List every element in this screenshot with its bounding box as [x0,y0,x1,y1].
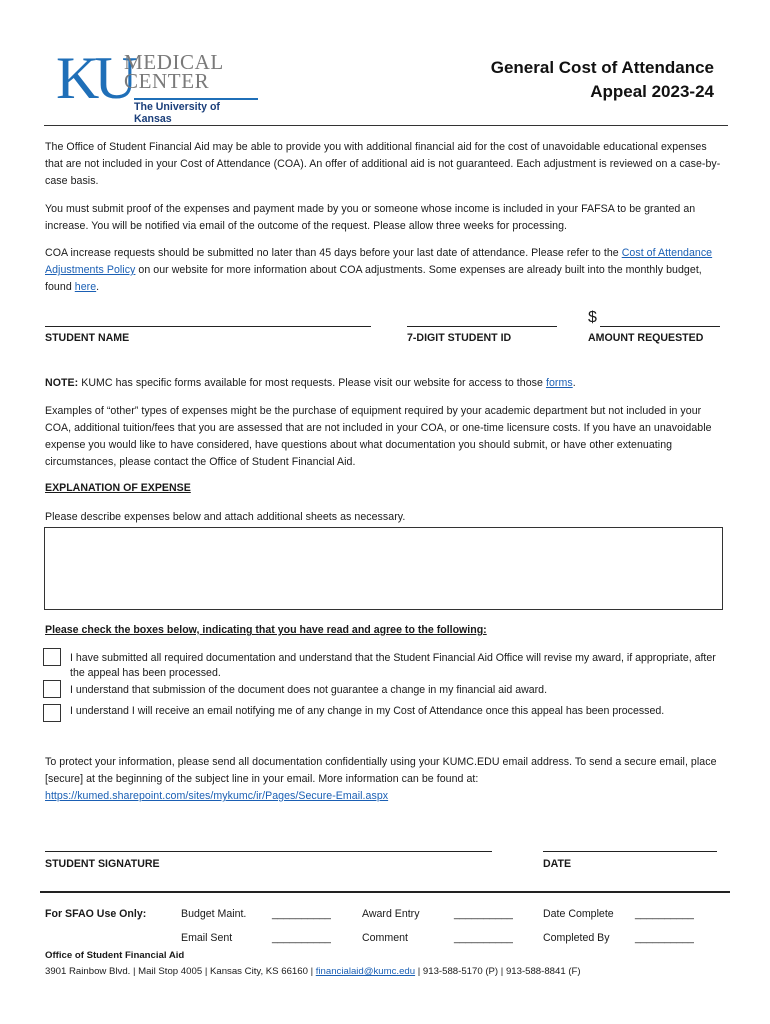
p3-text-a: COA increase requests should be submitted no later than 45 days before your last date of attendance. Please refer to the [45,247,622,259]
sfao-divider [40,891,730,893]
forms-link[interactable]: forms [545,377,573,389]
ku-logo-letters: KU [56,45,133,111]
secure-text: To protect your information, please send all documentation confidentially using your KUMC.EDU email address. To send a secure email, place [secure] at the beginning of the subject line in your email. More information can be found at: [45,756,717,785]
date-line[interactable] [543,851,717,852]
agreement-checkbox-3[interactable] [43,704,61,722]
footer-address [45,966,581,977]
explanation-textarea[interactable] [44,527,723,610]
intro-paragraph-1: The Office of Student Financial Aid may be able to provide you with additional financial aid for the cost of unavoidable educational expenses that are not included in your Cost of Attendance (COA). An offer of additional aid is not guaranteed. Each adjustment is reviewed on a case-by-case basis. [45,141,721,187]
sfao-date-complete-blank[interactable]: __________ [635,908,694,920]
checks-heading: Please check the boxes below, indicating that you have read and agree to the following: [45,624,487,636]
examples-paragraph: Examples of “other” types of expenses might be the purchase of equipment required by your academic department but not included in your COA, additional tuition/fees that you are assessed that are not included in your COA, or one-time licensure costs. If you have an unavoidable expense you would like to have considered, have questions about what documentation you should submit, or have other extenuating circumstances, please contact the Office of Student Financial Aid. [45,405,712,468]
sfao-completed-by-blank[interactable]: __________ [635,932,694,944]
secure-email-paragraph [45,754,727,805]
logo-medical-center [124,50,224,93]
logo-university: The University of Kansas [134,98,258,125]
sfao-award-blank[interactable]: __________ [454,908,513,920]
sfao-completed-by: Completed By [543,932,610,944]
explanation-instructions: Please describe expenses below and attach additional sheets as necessary. [45,511,406,523]
agreement-text-3: I understand I will receive an email notifying me of any change in my Cost of Attendance once this appeal has been processed. [70,705,665,717]
sfao-date-complete: Date Complete [543,908,614,920]
agreement-text-1: I have submitted all required documentation and understand that the Student Financial Aid Office will revise my award, if appropriate, after the appeal has been processed. [70,652,716,679]
agreement-checkbox-1[interactable] [43,648,61,666]
secure-email-link[interactable]: https://kumed.sharepoint.com/sites/mykumc/ir/Pages/Secure-Email.aspx [45,790,389,802]
monthly-budget-link[interactable]: here [74,281,97,293]
signature-label: STUDENT SIGNATURE [45,858,160,870]
sfao-comment-blank[interactable]: __________ [454,932,513,944]
coa-policy-link[interactable]: Cost of Attendance Adjustments Policy [45,247,713,276]
sfao-budget-blank[interactable]: __________ [272,908,331,920]
signature-line[interactable] [45,851,492,852]
intro-paragraph-2: You must submit proof of the expenses and payment made by you or someone whose income is included in your FAFSA to be granted an increase. You will be notified via email of the outcome of the request. Please allow three weeks for processing. [45,203,696,232]
footer-office: Office of Student Financial Aid [45,950,185,961]
date-label: DATE [543,858,572,870]
note-label: NOTE: [45,377,79,389]
p3-text-c: . [96,281,100,293]
amount-line[interactable] [600,326,720,327]
title-line-1: General Cost of Attendance [490,58,714,77]
sfao-email-sent-blank[interactable]: __________ [272,932,331,944]
agreement-text-2: I understand that submission of the document does not guarantee a change in my financial aid award. [70,684,548,696]
sfao-award: Award Entry [362,908,420,920]
logo-center: CENTER [124,69,210,93]
sfao-comment: Comment [362,932,408,944]
agreement-checkbox-2[interactable] [43,680,61,698]
amount-label: AMOUNT REQUESTED [588,332,704,344]
footer-email-link[interactable]: financialaid@kumc.edu [315,966,416,977]
note-paragraph [45,375,727,392]
sfao-label: For SFAO Use Only: [45,908,147,920]
title-line-2: Appeal 2023-24 [590,82,714,101]
header-divider [44,125,728,126]
intro-paragraph-3 [45,245,727,296]
sfao-email-sent: Email Sent [181,932,233,944]
footer-address-a: 3901 Rainbow Blvd. | Mail Stop 4005 | Kansas City, KS 66160 | [45,966,316,977]
page-title [491,56,714,104]
student-id-line[interactable] [407,326,557,327]
p3-text-b: on our website for more information about COA adjustments. Some expenses are already built into the monthly budget, found [45,264,702,293]
footer-address-b: | 913-588-5170 (P) | 913-588-8841 (F) [415,966,581,977]
student-name-line[interactable] [45,326,371,327]
dollar-sign: $ [588,309,597,326]
logo-medical: MEDICAL [124,50,224,74]
sfao-budget: Budget Maint. [181,908,247,920]
student-name-label: STUDENT NAME [45,332,130,344]
student-id-label: 7-DIGIT STUDENT ID [407,332,512,344]
explanation-heading: EXPLANATION OF EXPENSE [45,482,191,494]
note-text-b: . [572,377,576,389]
note-text-a: KUMC has specific forms available for most requests. Please visit our website for access to those [78,377,546,389]
